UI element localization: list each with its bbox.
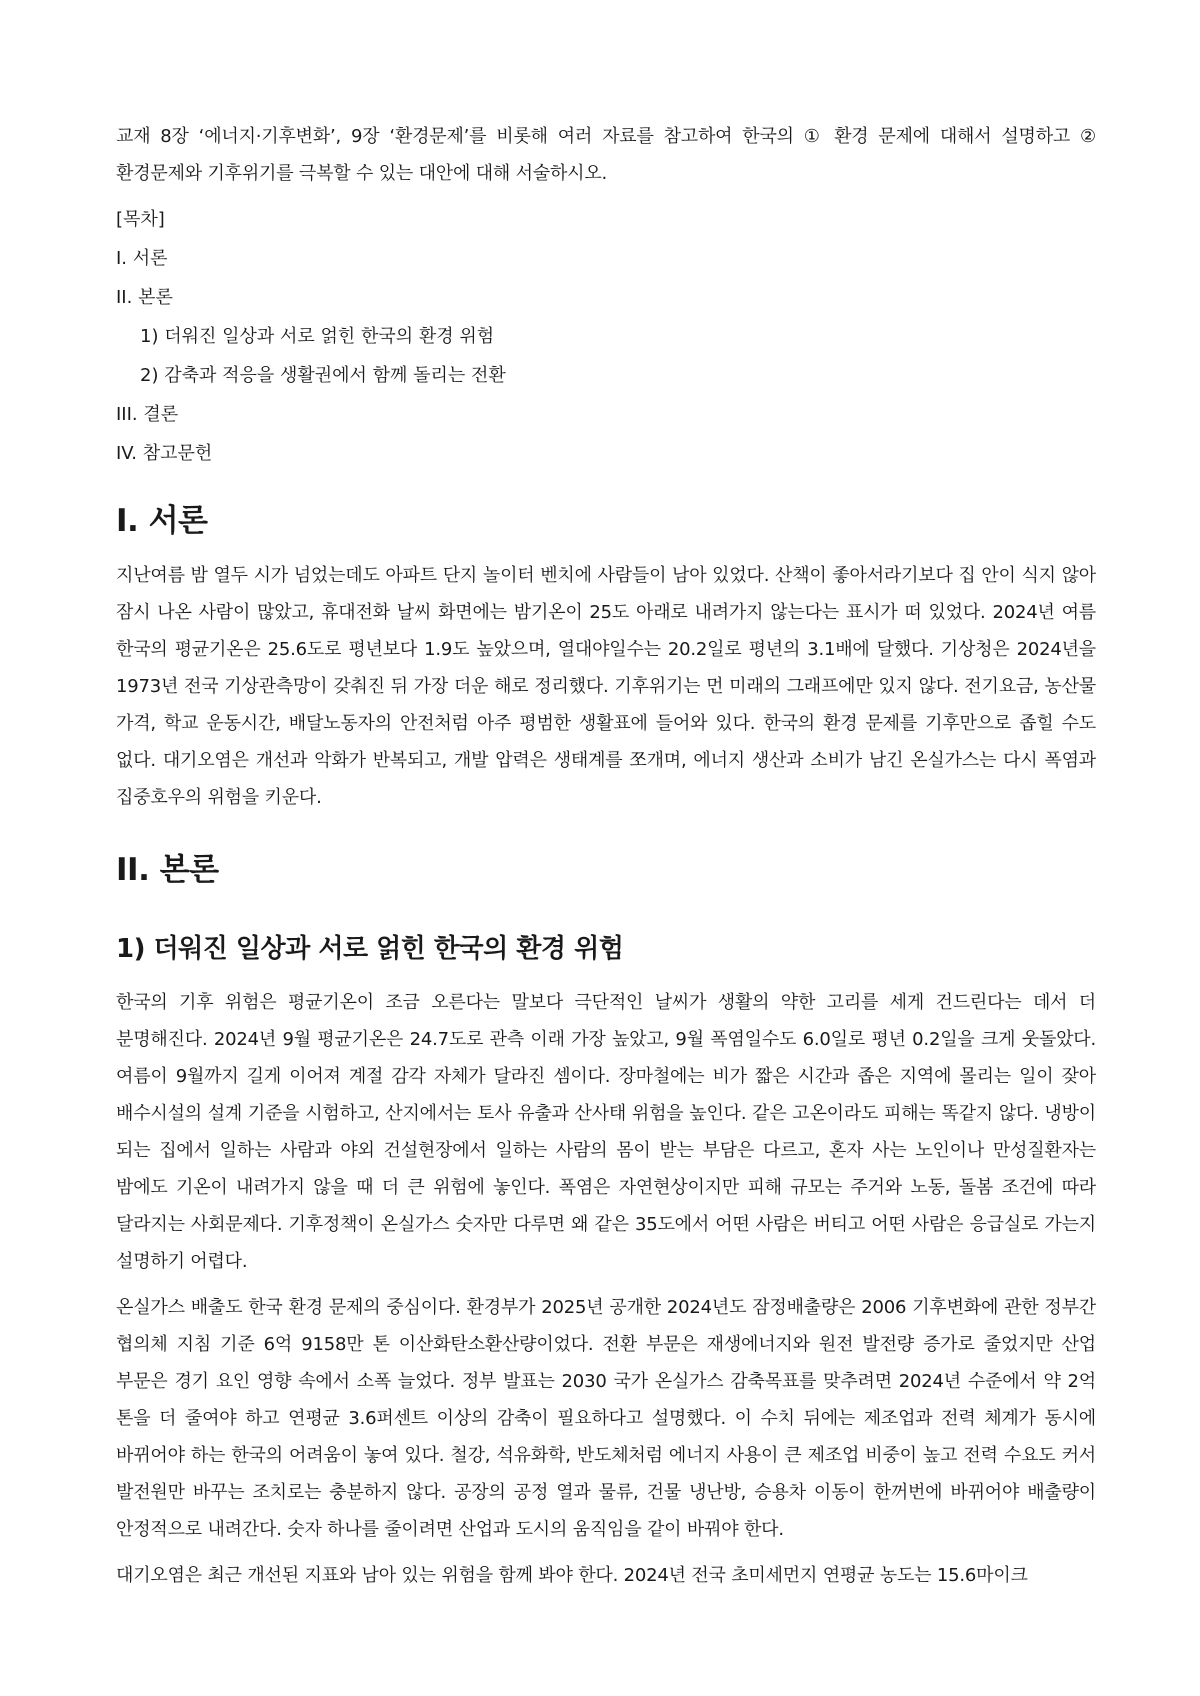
assignment-prompt: 교재 8장 ‘에너지·기후변화’, 9장 ‘환경문제’를 비롯해 여러 자료를 참고하여 한국의 ① 환경 문제에 대해서 설명하고 ② 환경문제와 기후위기를 극복할 수 있는 대안에 대해 서술하시오. (116, 126, 1096, 184)
toc-subitem: 1) 더워진 일상과 서로 얽힌 한국의 환경 위험 (140, 326, 495, 347)
table-of-contents (116, 201, 1096, 473)
toc-item: II. 본론 (116, 287, 173, 308)
toc-subitem: 2) 감축과 적응을 생활권에서 함께 돌리는 전환 (140, 365, 506, 386)
toc-item: III. 결론 (116, 404, 179, 425)
body-heading: II. 본론 (116, 852, 219, 888)
toc-item: I. 서론 (116, 248, 168, 269)
toc-heading: [목차] (116, 209, 165, 230)
toc-item: IV. 참고문헌 (116, 443, 213, 464)
intro-paragraph: 지난여름 밤 열두 시가 넘었는데도 아파트 단지 놀이터 벤치에 사람들이 남아 있었다. 산책이 좋아서라기보다 집 안이 식지 않아 잠시 나온 사람이 많았고, 휴대전화 날씨 화면에는 밤기온이 25도 아래로 내려가지 않는다는 표시가 떠 있었다. 2024년 여름 한국의 평균기온은 25.6도로 평년보다 1.9도 높았으며, 열대야일수는 20.2일로 평년의 3.1배에 달했다. 기상청은 2024년을 1973년 전국 기상관측망이 갖춰진 뒤 가장 더운 해로 정리했다. 기후위기는 먼 미래의 그래프에만 있지 않다. 전기요금, 농산물 가격, 학교 운동시간, 배달노동자의 안전처럼 아주 평범한 생활표에 들어와 있다. 한국의 환경 문제를 기후만으로 좁힐 수도 없다. 대기오염은 개선과 악화가 반복되고, 개발 압력은 생태계를 쪼개며, 에너지 생산과 소비가 남긴 온실가스는 다시 폭염과 집중호우의 위험을 키운다. (116, 565, 1096, 808)
section-1-paragraph-1: 한국의 기후 위험은 평균기온이 조금 오른다는 말보다 극단적인 날씨가 생활의 약한 고리를 세게 건드린다는 데서 더 분명해진다. 2024년 9월 평균기온은 24.7도로 관측 이래 가장 높았고, 9월 폭염일수도 6.0일로 평년 0.2일을 크게 웃돌았다. 여름이 9월까지 길게 이어져 계절 감각 자체가 달라진 셈이다. 장마철에는 비가 짧은 시간과 좁은 지역에 몰리는 일이 잦아 배수시설의 설계 기준을 시험하고, 산지에서는 토사 유출과 산사태 위험을 높인다. 같은 고온이라도 피해는 똑같지 않다. 냉방이 되는 집에서 일하는 사람과 야외 건설현장에서 일하는 사람의 몸이 받는 부담은 다르고, 혼자 사는 노인이나 만성질환자는 밤에도 기온이 내려가지 않을 때 더 큰 위험에 놓인다. 폭염은 자연현상이지만 피해 규모는 주거와 노동, 돌봄 조건에 따라 달라지는 사회문제다. 기후정책이 온실가스 숫자만 다루면 왜 같은 35도에서 어떤 사람은 버티고 어떤 사람은 응급실로 가는지 설명하기 어렵다. (116, 992, 1096, 1272)
section-1-heading: 1) 더워진 일상과 서로 얽힌 한국의 환경 위험 (116, 934, 624, 964)
intro-heading: I. 서론 (116, 503, 208, 539)
section-1-paragraph-3: 대기오염은 최근 개선된 지표와 남아 있는 위험을 함께 봐야 한다. 2024년 전국 초미세먼지 연평균 농도는 15.6마이크 (116, 1565, 1028, 1586)
section-1-paragraph-2: 온실가스 배출도 한국 환경 문제의 중심이다. 환경부가 2025년 공개한 2024년도 잠정배출량은 2006 기후변화에 관한 정부간 협의체 지침 기준 6억 9158만 톤 이산화탄소환산량이었다. 전환 부문은 재생에너지와 원전 발전량 증가로 줄었지만 산업 부문은 경기 요인 영향 속에서 소폭 늘었다. 정부 발표는 2030 국가 온실가스 감축목표를 맞추려면 2024년 수준에서 약 2억 톤을 더 줄여야 하고 연평균 3.6퍼센트 이상의 감축이 필요하다고 설명했다. 이 수치 뒤에는 제조업과 전력 체계가 동시에 바뀌어야 하는 한국의 어려움이 놓여 있다. 철강, 석유화학, 반도체처럼 에너지 사용이 큰 제조업 비중이 높고 전력 수요도 커서 발전원만 바꾸는 조치로는 충분하지 않다. 공장의 공정 열과 물류, 건물 냉난방, 승용차 이동이 한꺼번에 바뀌어야 배출량이 안정적으로 내려간다. 숫자 하나를 줄이려면 산업과 도시의 움직임을 같이 바꿔야 한다. (116, 1297, 1096, 1540)
